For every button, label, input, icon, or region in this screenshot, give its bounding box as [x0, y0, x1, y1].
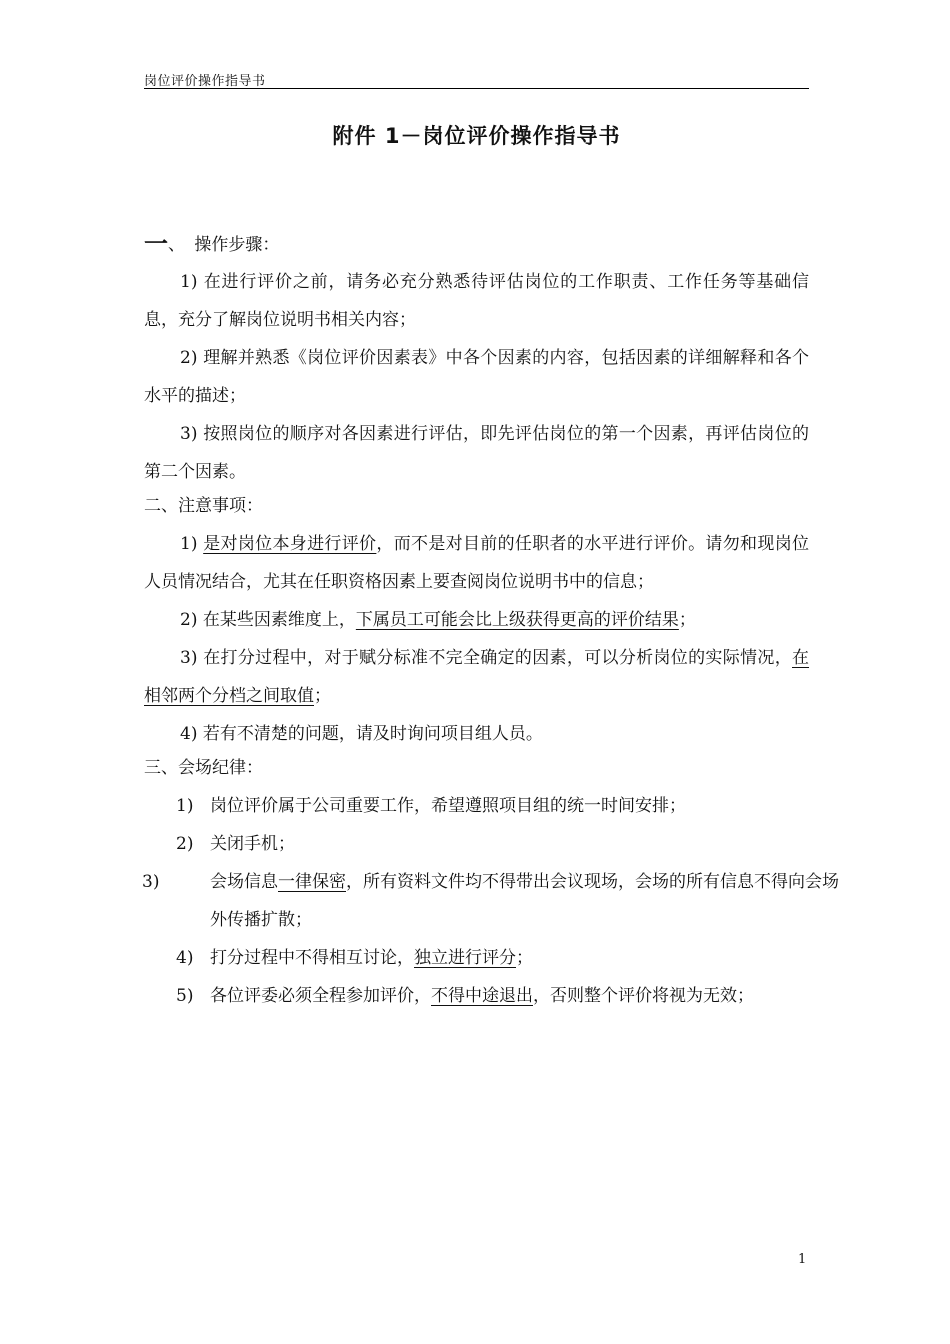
paragraph-number: 2)	[180, 610, 198, 630]
item-text-end: ，否则整个评价将视为无效；	[533, 986, 754, 1006]
item-text-end: ；	[516, 948, 533, 968]
paragraph-text: 按照岗位的顺序对各因素进行评估，即先评估岗位的第一个因素，再评估岗位的第二个因素。	[144, 424, 810, 482]
paragraph-text: ，而不是对目前的任职者的水平进行评价。请勿和现岗位人员情况结合，尤其在任职资格因素上要查阅岗位说明书中的信息；	[144, 534, 810, 592]
section-3-item-4	[176, 939, 809, 977]
item-text: 关闭手机；	[210, 834, 295, 854]
section-2-paragraph-4	[144, 715, 809, 753]
section-3-heading: 三、会场纪律：	[144, 758, 263, 778]
paragraph-text-end: ；	[314, 686, 331, 706]
section-1-title: 操作步骤：	[194, 235, 280, 255]
paragraph-number: 3)	[180, 648, 198, 668]
section-1-heading	[144, 232, 279, 256]
paragraph-number: 1)	[180, 272, 198, 292]
section-2-heading: 二、注意事项：	[144, 496, 263, 516]
paragraph-number: 1)	[180, 534, 198, 554]
paragraph-number: 2)	[180, 348, 198, 368]
section-2-paragraph-1	[144, 525, 809, 601]
section-1-number: 一	[144, 230, 168, 258]
running-header: 岗位评价操作指导书	[144, 74, 266, 89]
header-rule	[144, 88, 809, 89]
item-text: 会场信息	[210, 872, 278, 892]
document-title: 附件 1－岗位评价操作指导书	[332, 124, 621, 148]
paragraph-text: 在某些因素维度上，	[202, 610, 356, 630]
paragraph-text: 若有不清楚的问题，请及时询问项目组人员。	[202, 724, 543, 744]
underlined-text: 独立进行评分	[414, 948, 516, 968]
underlined-text: 不得中途退出	[431, 986, 533, 1006]
item-text: 各位评委必须全程参加评价，	[210, 986, 431, 1006]
item-number: 1)	[176, 796, 194, 816]
paragraph-number: 3)	[180, 424, 198, 444]
underlined-text: 下属员工可能会比上级获得更高的评价结果	[355, 610, 679, 630]
underlined-text: 是对岗位本身进行评价	[203, 534, 377, 554]
item-number: 3)	[142, 872, 160, 892]
paragraph-number: 4)	[180, 724, 198, 744]
section-1-paragraph-2	[144, 339, 809, 415]
item-text: 打分过程中不得相互讨论，	[210, 948, 414, 968]
paragraph-text: 理解并熟悉《岗位评价因素表》中各个因素的内容，包括因素的详细解释和各个水平的描述；	[144, 348, 810, 406]
paragraph-text: 在打分过程中，对于赋分标准不完全确定的因素，可以分析岗位的实际情况，	[203, 648, 793, 668]
item-text: 岗位评价属于公司重要工作，希望遵照项目组的统一时间安排；	[210, 796, 686, 816]
underlined-text: 在相邻两个分档之间取值	[144, 648, 810, 706]
section-1-paragraph-3	[144, 415, 809, 491]
section-3-item-2	[176, 825, 809, 863]
section-3-item-3	[142, 863, 843, 939]
section-2-paragraph-3	[144, 639, 809, 715]
item-text-end: ，所有资料文件均不得带出会议现场，会场的所有信息不得向会场外传播扩散；	[210, 872, 839, 930]
section-3-item-5	[176, 977, 809, 1015]
paragraph-text-end: ；	[678, 610, 696, 630]
paragraph-text: 在进行评价之前，请务必充分熟悉待评估岗位的工作职责、工作任务等基础信息，充分了解岗位说明书相关内容；	[144, 272, 809, 330]
underlined-text: 一律保密	[278, 872, 346, 892]
section-2-paragraph-2	[144, 601, 809, 639]
item-number: 2)	[176, 834, 194, 854]
item-number: 5)	[176, 986, 194, 1006]
item-number: 4)	[176, 948, 194, 968]
section-1-separator: 、	[168, 235, 185, 255]
section-3-item-1	[176, 787, 809, 825]
section-1-paragraph-1	[144, 263, 809, 339]
page-number: 1	[798, 1252, 807, 1267]
